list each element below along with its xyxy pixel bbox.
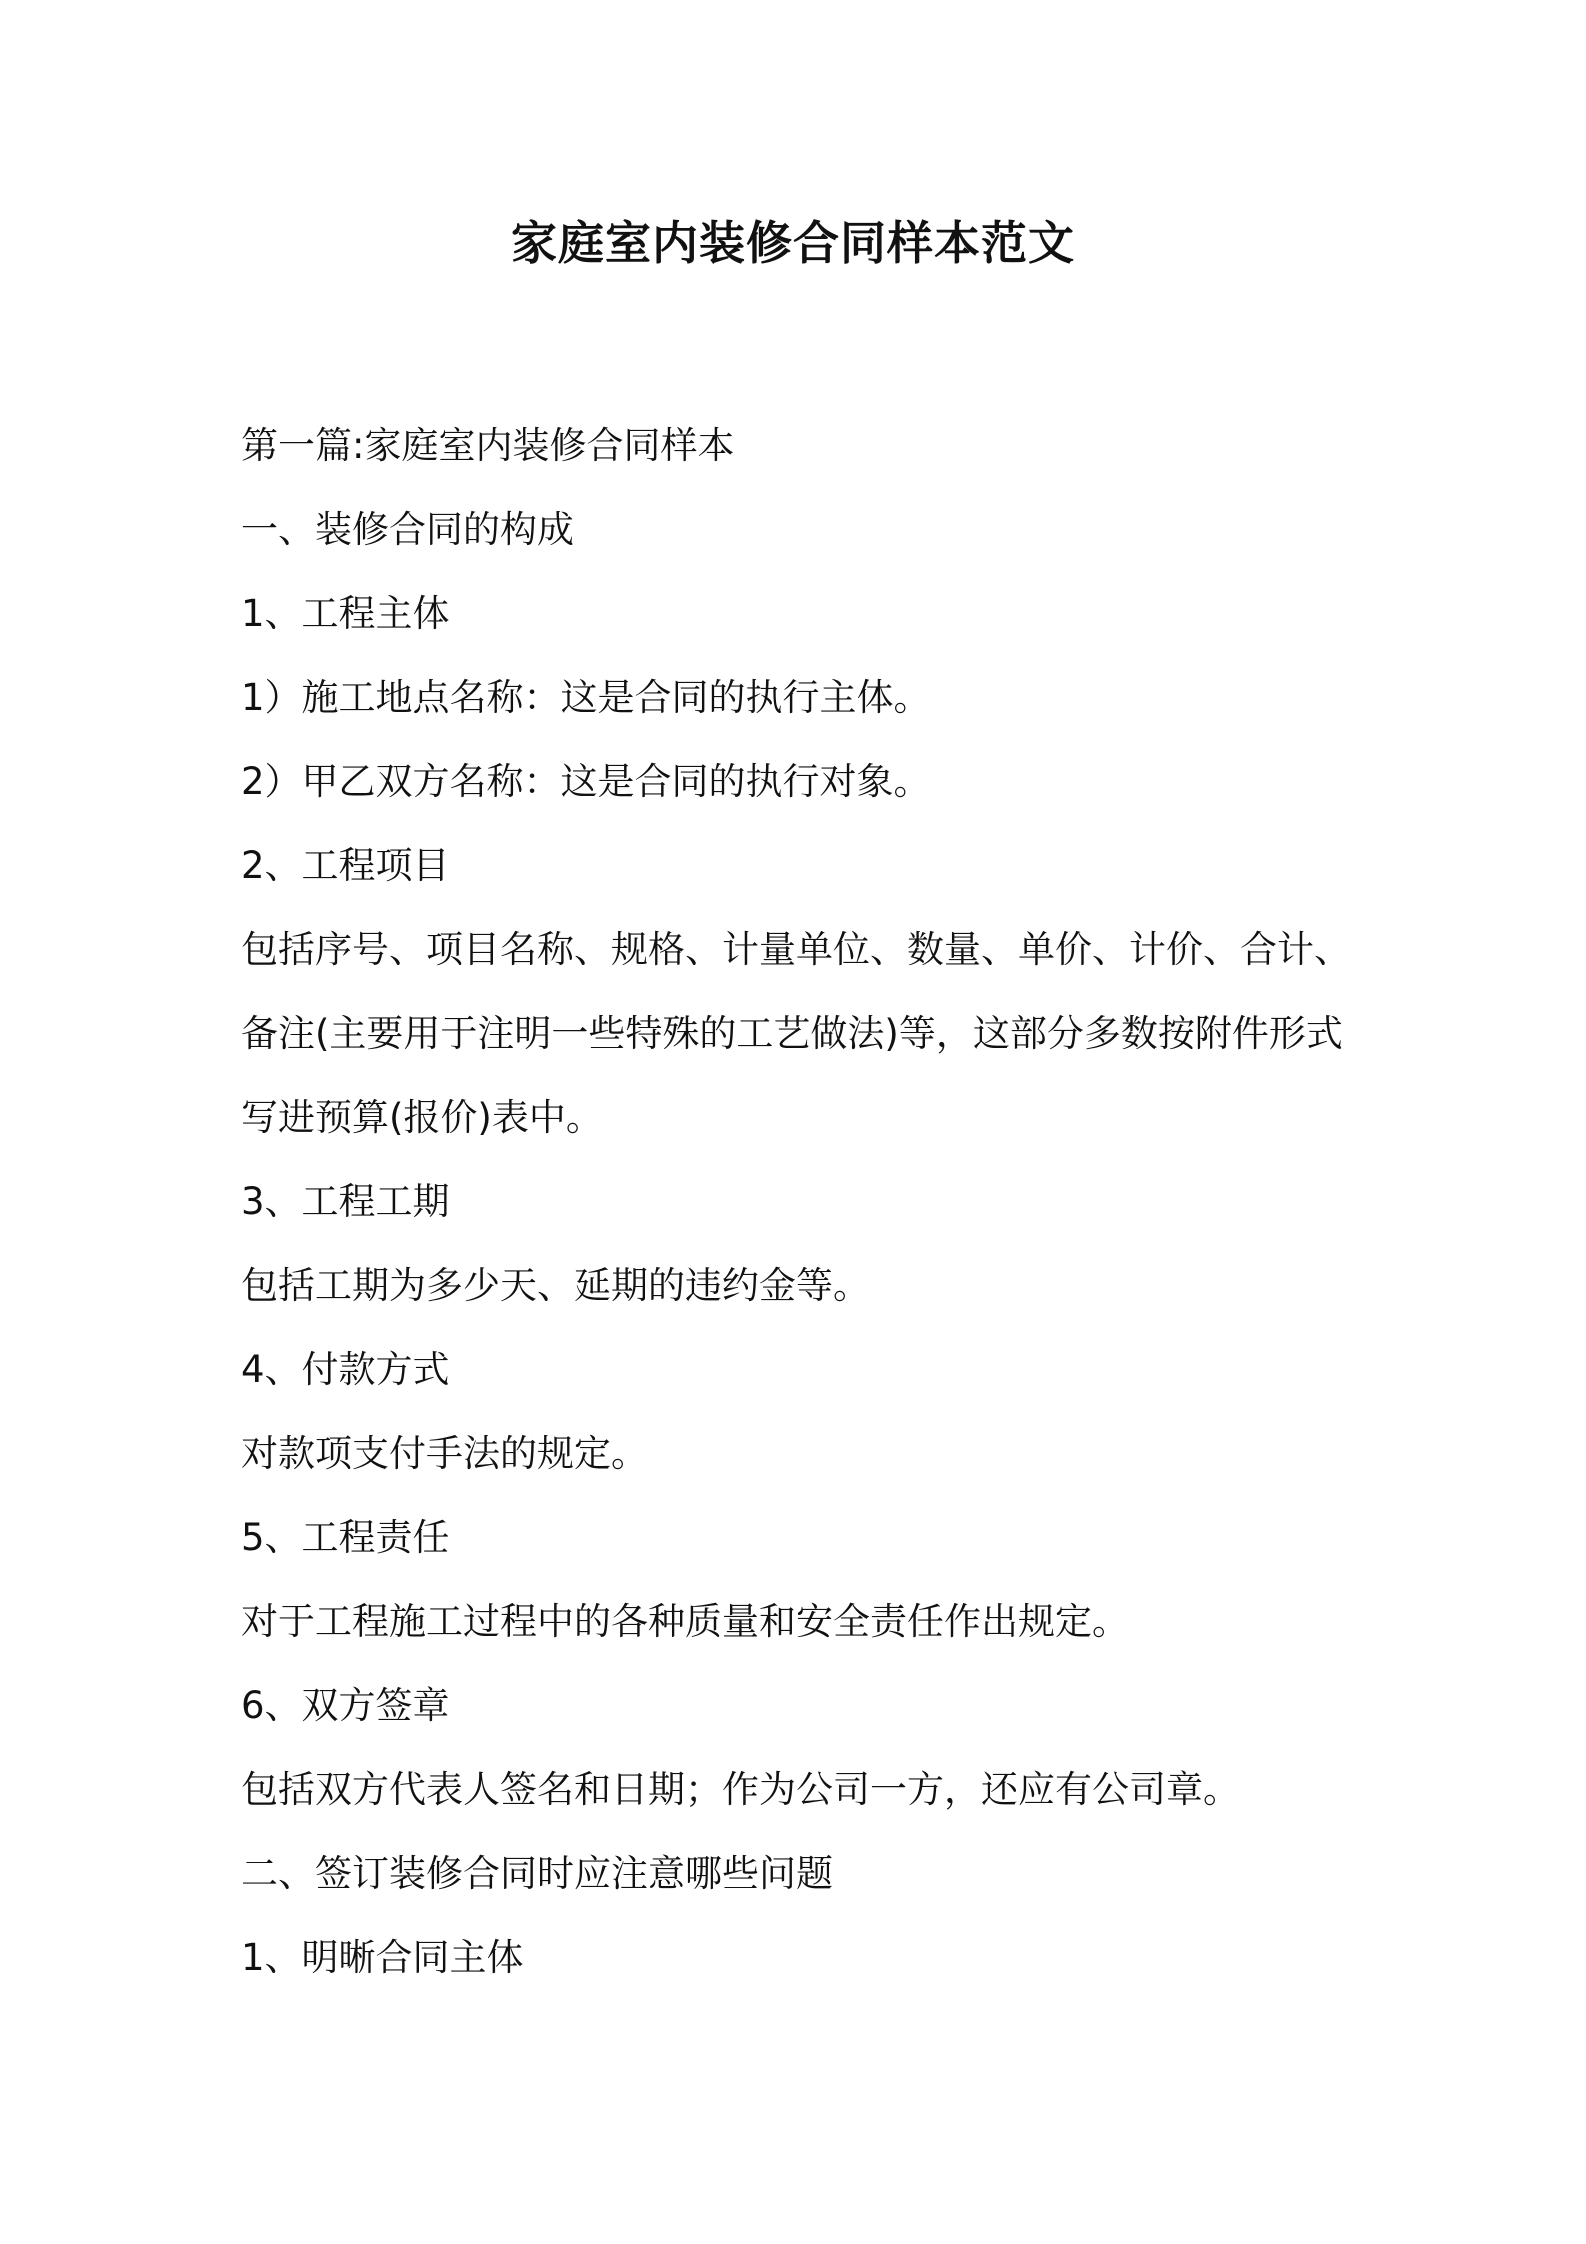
subsection-heading: 1、工程主体 <box>241 592 450 635</box>
paragraph-line: 包括工期为多少天、延期的违约金等。 <box>241 1264 870 1307</box>
subsection-heading: 2、工程项目 <box>241 844 450 887</box>
section-heading: 二、签订装修合同时应注意哪些问题 <box>241 1852 833 1895</box>
section-heading: 一、装修合同的构成 <box>241 508 574 551</box>
paragraph-line: 写进预算(报价)表中。 <box>241 1096 603 1139</box>
paragraph-line: 对于工程施工过程中的各种质量和安全责任作出规定。 <box>241 1600 1129 1643</box>
document-body <box>241 404 1381 2000</box>
subsection-heading: 3、工程工期 <box>241 1180 450 1223</box>
document-title: 家庭室内装修合同样本范文 <box>511 216 1075 270</box>
subsection-heading: 5、工程责任 <box>241 1516 450 1559</box>
paragraph-line: 包括双方代表人签名和日期；作为公司一方，还应有公司章。 <box>241 1768 1240 1811</box>
paragraph-line: 对款项支付手法的规定。 <box>241 1432 648 1475</box>
chapter-heading: 第一篇:家庭室内装修合同样本 <box>241 424 735 467</box>
paragraph-line: 包括序号、项目名称、规格、计量单位、数量、单价、计价、合计、 <box>241 928 1351 971</box>
subsection-heading: 1、明晰合同主体 <box>241 1936 524 1979</box>
subsection-heading: 4、付款方式 <box>241 1348 450 1391</box>
list-item: 2）甲乙双方名称：这是合同的执行对象。 <box>241 760 931 803</box>
list-item: 1）施工地点名称：这是合同的执行主体。 <box>241 676 931 719</box>
subsection-heading: 6、双方签章 <box>241 1684 450 1727</box>
paragraph-line: 备注(主要用于注明一些特殊的工艺做法)等，这部分多数按附件形式 <box>241 1012 1343 1055</box>
